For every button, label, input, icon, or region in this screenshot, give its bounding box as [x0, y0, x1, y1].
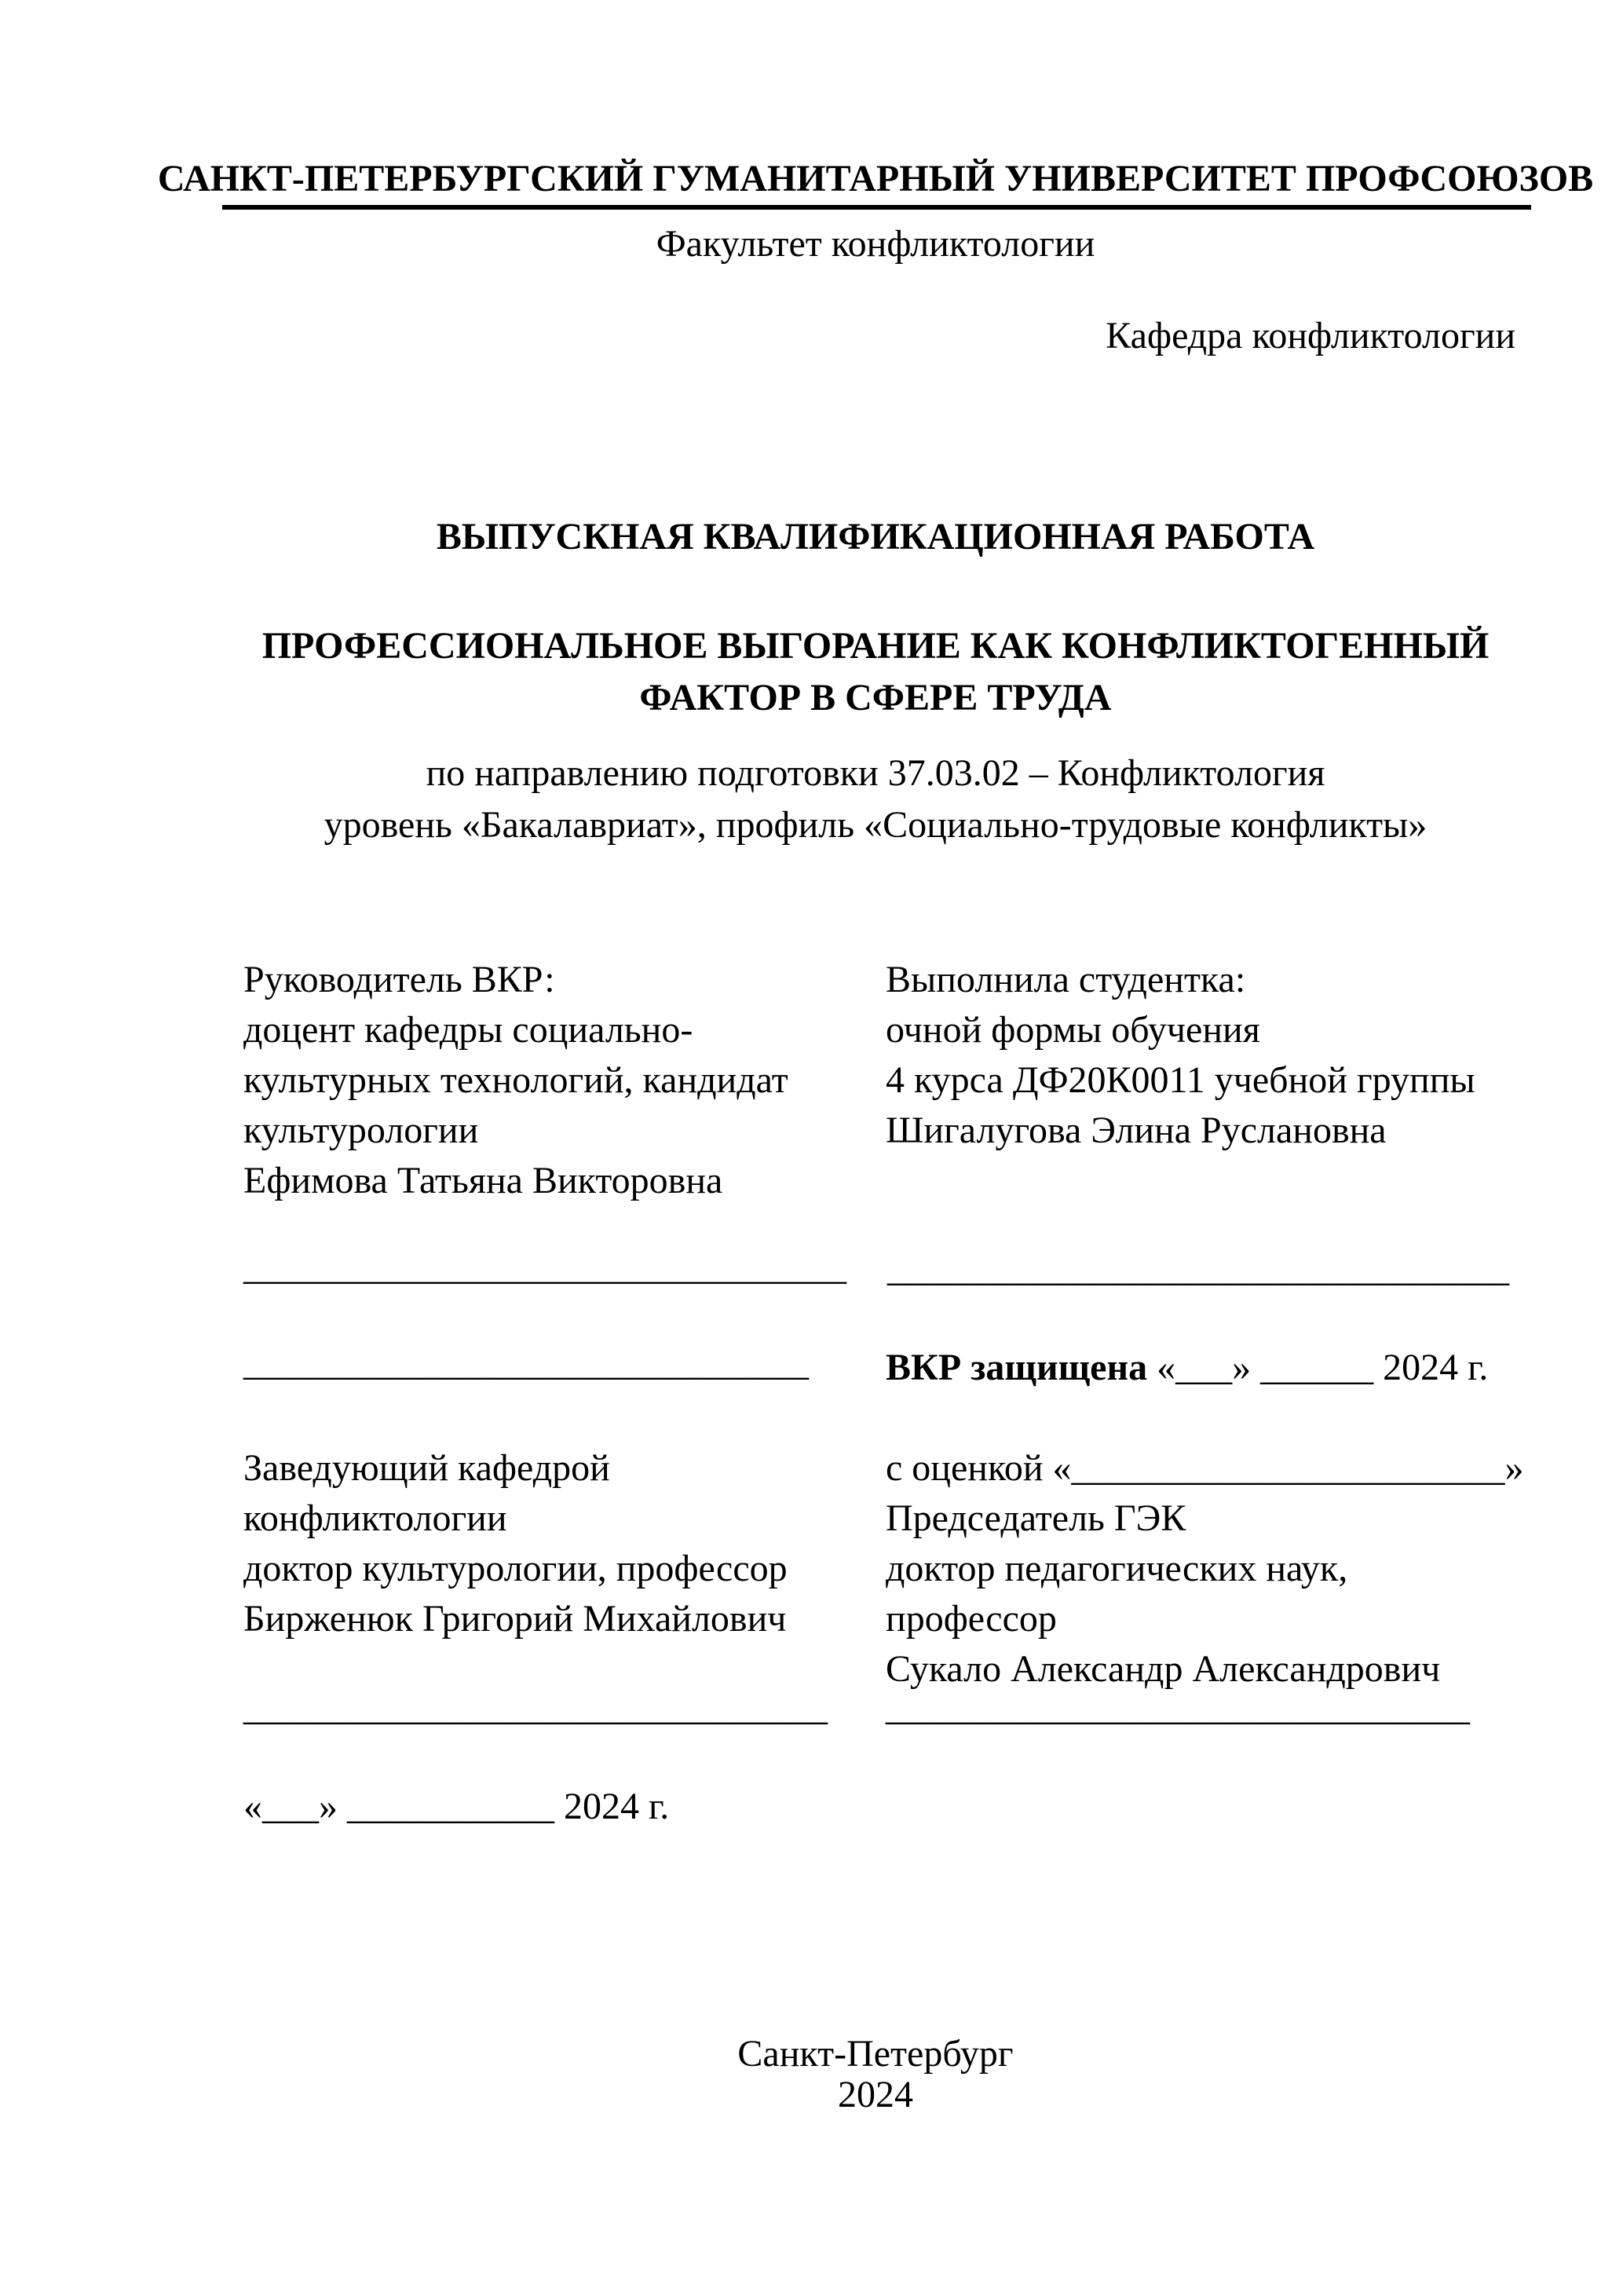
chair-label: Председатель ГЭК [886, 1497, 1186, 1539]
student-label: Выполнила студентка: [886, 959, 1246, 1000]
defense-date-label: ВКР защищена [886, 1347, 1148, 1388]
footer-block [228, 2034, 1523, 2115]
department-head-line: Заведующий кафедрой [243, 1447, 610, 1489]
chair-signature-line: _______________________________ [886, 1687, 1470, 1728]
chair-name: Сукало Александр Александрович [886, 1648, 1441, 1690]
university-name: САНКТ-ПЕТЕРБУРГСКИЙ ГУМАНИТАРНЫЙ УНИВЕРСИТЕТ ПРОФСОЮЗОВ [157, 158, 1594, 199]
department-head-line: доктор культурологии, профессор [243, 1548, 788, 1589]
footer-year: 2024 [838, 2074, 913, 2115]
supervisor-line: культурологии [243, 1110, 479, 1151]
supervisor-name: Ефимова Татьяна Викторовна [243, 1160, 723, 1201]
student-line: очной формы обучения [886, 1009, 1260, 1051]
program-direction: по направлению подготовки 37.03.02 – Конфликтология [426, 752, 1325, 794]
header-rule [222, 205, 1531, 210]
student-name: Шигалугова Элина Руслановна [886, 1110, 1387, 1151]
supervisor-signature-line-2: ______________________________ [243, 1342, 809, 1384]
thesis-title-line-2: ФАКТОР В СФЕРЕ ТРУДА [639, 677, 1112, 718]
faculty-name: Факультет конфликтологии [656, 223, 1095, 265]
department-head-line: конфликтологии [243, 1497, 507, 1539]
student-line: 4 курса ДФ20К0011 учебной группы [886, 1059, 1475, 1101]
defense-date-line [886, 1343, 1488, 1393]
chair-line: доктор педагогических наук, [886, 1548, 1348, 1589]
footer-city: Санкт-Петербург [737, 2033, 1014, 2075]
program-level-profile: уровень «Бакалавриат», профиль «Социально-трудовые конфликты» [324, 804, 1427, 846]
program-info [228, 748, 1523, 851]
defense-date-blank: «___» ______ 2024 г. [1147, 1347, 1489, 1388]
thesis-title-line-1: ПРОФЕССИОНАЛЬНОЕ ВЫГОРАНИЕ КАК КОНФЛИКТОГЕННЫЙ [261, 625, 1490, 667]
thesis-title [228, 620, 1523, 724]
chair-line: профессор [886, 1598, 1057, 1640]
grade-blank-line: с оценкой «_______________________» [886, 1447, 1524, 1489]
supervisor-label: Руководитель ВКР: [243, 959, 555, 1000]
department-name: Кафедра конфликтологии [1106, 315, 1515, 356]
supervisor-line: доцент кафедры социально- [243, 1009, 693, 1051]
grade-chair-block [886, 1443, 1531, 1695]
approval-date-line: «___» ___________ 2024 г. [243, 1786, 670, 1827]
department-head-block [243, 1443, 881, 1644]
student-block [886, 955, 1531, 1156]
department-head-signature-line: _______________________________ [243, 1687, 828, 1728]
work-type-heading: ВЫПУСКНАЯ КВАЛИФИКАЦИОННАЯ РАБОТА [436, 516, 1315, 558]
supervisor-line: культурных технологий, кандидат [243, 1059, 788, 1101]
student-signature-line: _________________________________ [887, 1248, 1509, 1289]
department-head-name: Бирженюк Григорий Михайлович [243, 1598, 787, 1640]
supervisor-block [243, 955, 881, 1206]
supervisor-signature-line: ________________________________ [243, 1246, 846, 1288]
